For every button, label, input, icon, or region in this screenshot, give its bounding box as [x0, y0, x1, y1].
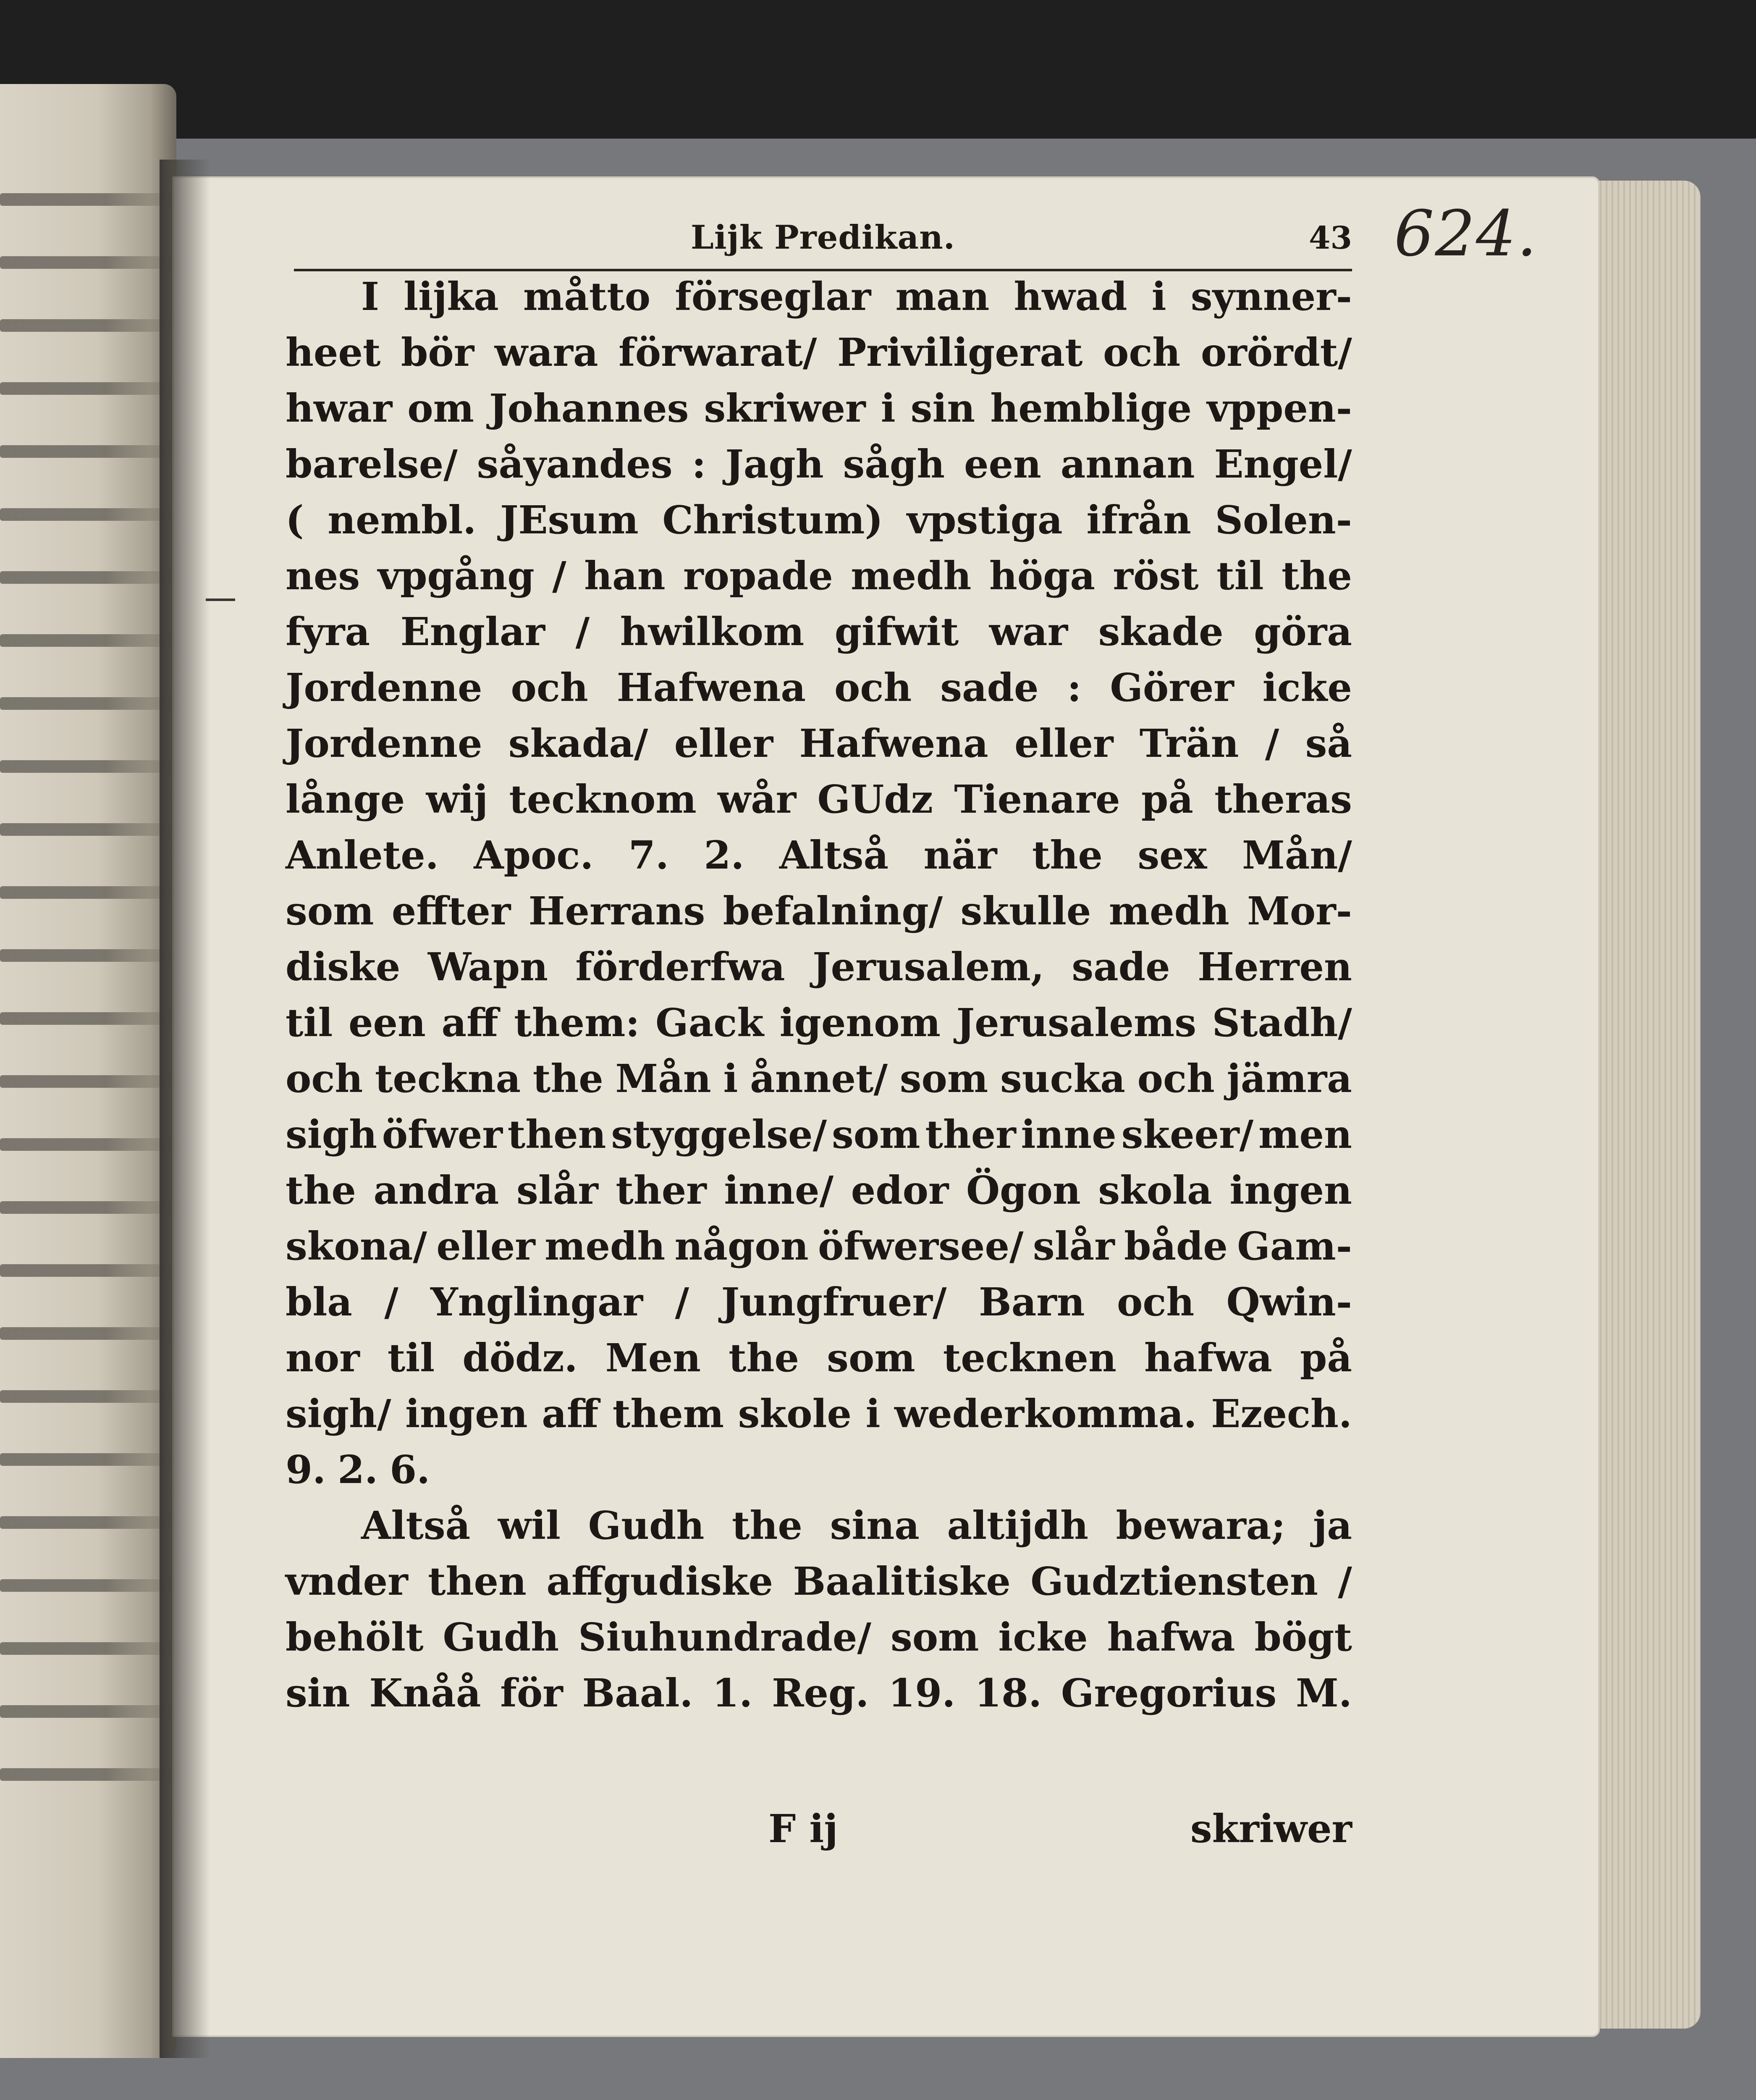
word: vppen-	[1207, 386, 1352, 431]
word: een	[964, 441, 1041, 487]
word: Apoc.	[474, 832, 594, 878]
word: tecknom	[509, 777, 697, 822]
word: ifrån	[1086, 497, 1191, 543]
left-text-fragment	[0, 697, 176, 710]
word: och	[1117, 1279, 1195, 1325]
left-text-fragment	[0, 1705, 176, 1718]
text-line	[286, 1386, 1352, 1442]
word: annan	[1060, 441, 1195, 487]
word: Reg.	[772, 1670, 869, 1716]
word: höga	[989, 553, 1096, 598]
word: Engel/	[1214, 441, 1352, 487]
word: så	[1305, 721, 1352, 766]
word: ther	[925, 1112, 1016, 1157]
word: M.	[1296, 1670, 1352, 1716]
word: then	[507, 1112, 606, 1157]
text-line	[286, 548, 1352, 604]
word: för	[500, 1670, 563, 1716]
word: 2.	[338, 1447, 378, 1492]
word: men	[1258, 1112, 1352, 1157]
word: om	[407, 386, 474, 431]
word: war	[989, 609, 1068, 654]
word: wederkomma.	[894, 1391, 1197, 1436]
handwritten-folio-number: 624.	[1394, 197, 1538, 270]
word: them:	[514, 1000, 640, 1045]
left-text-fragment	[0, 1768, 176, 1781]
word: Englar	[400, 609, 545, 654]
left-text-fragment	[0, 1579, 176, 1592]
word: icke	[998, 1614, 1088, 1660]
word: göra	[1254, 609, 1352, 654]
word: på	[1300, 1335, 1352, 1381]
word: behölt	[286, 1614, 424, 1660]
word: i	[723, 1056, 738, 1101]
word: /	[675, 1279, 689, 1325]
left-text-fragment	[0, 1642, 176, 1655]
word: skona/	[286, 1223, 427, 1269]
word: JEsum	[500, 497, 639, 543]
word: inne	[1021, 1112, 1117, 1157]
body-text	[286, 269, 1352, 1721]
word: hafwa	[1144, 1335, 1272, 1381]
word: Jordenne	[286, 665, 482, 710]
word: medh	[545, 1223, 666, 1269]
left-text-fragment	[0, 1516, 176, 1529]
word: Men	[605, 1335, 701, 1381]
word: orördt/	[1200, 330, 1352, 375]
word: 6.	[390, 1447, 430, 1492]
word: aff	[441, 1000, 498, 1045]
word: /	[1265, 721, 1279, 766]
word: hwilkom	[620, 609, 805, 654]
word: bögt	[1254, 1614, 1352, 1660]
word: vnder	[286, 1559, 408, 1604]
word: wara	[494, 330, 598, 375]
left-text-fragment	[0, 1012, 176, 1025]
word: skada/	[508, 721, 648, 766]
catchword: skriwer	[1190, 1806, 1352, 1851]
word: Jerusalems	[956, 1000, 1197, 1045]
running-head: Lijk Predikan.	[691, 218, 955, 257]
word: någon	[674, 1223, 809, 1269]
word: tecknen	[943, 1335, 1117, 1381]
word: Gam-	[1237, 1223, 1352, 1269]
text-line	[286, 381, 1352, 436]
word: skole	[738, 1391, 852, 1436]
word: som	[890, 1614, 979, 1660]
word: een	[348, 1000, 426, 1045]
word: han	[584, 553, 666, 598]
left-text-fragment	[0, 886, 176, 899]
word: teckna	[375, 1056, 521, 1101]
word: Ögon	[966, 1168, 1081, 1213]
word: /	[384, 1279, 398, 1325]
word: sex	[1137, 832, 1207, 878]
word: GUdz	[817, 777, 933, 822]
word: öfwer	[382, 1112, 503, 1157]
word: the	[1282, 553, 1352, 598]
word: Gudh	[588, 1503, 705, 1548]
word: /	[1338, 1559, 1352, 1604]
word: Knåå	[369, 1670, 481, 1716]
word: måtto	[523, 274, 651, 319]
page-footer	[286, 1806, 1352, 1856]
word: sin	[910, 386, 975, 431]
word: öfwersee/	[818, 1223, 1024, 1269]
text-line	[286, 492, 1352, 548]
word: sina	[830, 1503, 920, 1548]
word: Johannes	[489, 386, 689, 431]
word: Mån	[615, 1056, 711, 1101]
text-line	[286, 1554, 1352, 1609]
word: sigh/	[286, 1391, 391, 1436]
word: /	[575, 609, 590, 654]
word: Tienare	[954, 777, 1120, 822]
word: i	[865, 1391, 881, 1436]
text-line	[286, 1163, 1352, 1218]
word: på	[1141, 777, 1193, 822]
word: igenom	[779, 1000, 941, 1045]
word: fyra	[286, 609, 370, 654]
word: som	[832, 1112, 920, 1157]
left-text-fragment	[0, 1075, 176, 1088]
text-line	[286, 660, 1352, 716]
word: sade	[940, 665, 1039, 710]
word: /	[552, 553, 566, 598]
word: Hafwena	[616, 665, 806, 710]
word: röst	[1113, 553, 1199, 598]
word: ånnet/	[750, 1056, 888, 1101]
word: wår	[717, 777, 797, 822]
text-line	[286, 1330, 1352, 1386]
text-line	[286, 1274, 1352, 1330]
word: slår	[516, 1168, 598, 1213]
left-text-fragment	[0, 1390, 176, 1403]
word: som	[899, 1056, 988, 1101]
word: Anlete.	[286, 832, 439, 878]
word: Jerusalem,	[812, 944, 1044, 990]
word: Ezech.	[1211, 1391, 1352, 1436]
word: the	[732, 1503, 802, 1548]
word: medh	[1109, 888, 1229, 934]
gutter-shadow	[160, 160, 210, 2058]
word: 19.	[888, 1670, 956, 1716]
left-text-fragment	[0, 319, 176, 332]
word: Siuhundrade/	[578, 1614, 871, 1660]
text-line	[286, 269, 1352, 325]
word: nes	[286, 553, 360, 598]
word: wil	[498, 1503, 561, 1548]
word: hwad	[1014, 274, 1127, 319]
word: the	[532, 1056, 603, 1101]
word: (	[286, 497, 304, 543]
word: Herren	[1198, 944, 1352, 990]
left-text-fragment	[0, 634, 176, 647]
word: skriwer	[704, 386, 866, 431]
left-text-fragment	[0, 445, 176, 458]
word: wij	[426, 777, 488, 822]
word: Jordenne	[286, 721, 482, 766]
word: vpgång	[377, 553, 535, 598]
word: och	[834, 665, 912, 710]
word: i	[881, 386, 896, 431]
word: Gack	[655, 1000, 764, 1045]
word: altijdh	[947, 1503, 1088, 1548]
text-line	[286, 1218, 1352, 1274]
word: Christum)	[662, 497, 883, 543]
text-line	[286, 1609, 1352, 1665]
word: som	[827, 1335, 915, 1381]
word: skeer/	[1121, 1112, 1254, 1157]
word: jämra	[1227, 1056, 1352, 1101]
word: Trän	[1139, 721, 1239, 766]
word: diske	[286, 944, 401, 990]
word: bör	[401, 330, 474, 375]
word: nembl.	[328, 497, 477, 543]
left-text-fragment	[0, 1327, 176, 1340]
word: vpstiga	[907, 497, 1063, 543]
signature-mark: F ij	[768, 1806, 838, 1851]
word: sade	[1072, 944, 1170, 990]
word: til	[286, 1000, 333, 1045]
page-number: 43	[1309, 220, 1352, 256]
word: the	[286, 1168, 356, 1213]
word: och	[1103, 330, 1181, 375]
left-facing-page	[0, 84, 176, 2058]
word: i	[1151, 274, 1166, 319]
left-text-fragment	[0, 382, 176, 395]
word: Stadh/	[1212, 1000, 1352, 1045]
dark-background	[0, 0, 1756, 143]
left-text-fragment	[0, 760, 176, 773]
word: slår	[1033, 1223, 1115, 1269]
word: och	[286, 1056, 363, 1101]
text-line	[286, 1442, 1352, 1498]
left-text-fragment	[0, 508, 176, 521]
page-header	[294, 218, 1352, 265]
text-line	[286, 1665, 1352, 1721]
word: Gudh	[443, 1614, 559, 1660]
word: sågh	[843, 441, 945, 487]
word: the	[1032, 832, 1103, 878]
word: them	[612, 1391, 724, 1436]
text-line	[286, 325, 1352, 381]
word: ingen	[1229, 1168, 1352, 1213]
word: när	[923, 832, 997, 878]
left-text-fragment	[0, 1138, 176, 1151]
word: Baalitiske	[793, 1559, 1011, 1604]
word: Ynglingar	[430, 1279, 643, 1325]
word: Altså	[361, 1503, 471, 1548]
word: styggelse/	[611, 1112, 827, 1157]
text-line	[286, 1051, 1352, 1107]
text-line	[286, 436, 1352, 492]
word: hafwa	[1107, 1614, 1235, 1660]
word: skade	[1098, 609, 1224, 654]
margin-mark	[206, 598, 235, 601]
word: bewara;	[1116, 1503, 1286, 1548]
word: skola	[1098, 1168, 1212, 1213]
word: skulle	[960, 888, 1091, 934]
word: Wapn	[427, 944, 548, 990]
word: man	[895, 274, 990, 319]
word: långe	[286, 777, 405, 822]
word: befalning/	[723, 888, 943, 934]
word: och	[511, 665, 588, 710]
word: förwarat/	[619, 330, 817, 375]
word: bla	[286, 1279, 352, 1325]
word: såyandes	[477, 441, 673, 487]
word: edor	[851, 1168, 949, 1213]
word: ropade	[683, 553, 833, 598]
word: och	[1137, 1056, 1215, 1101]
word: sucka	[1000, 1056, 1125, 1101]
word: Qwin-	[1226, 1279, 1352, 1325]
word: barelse/	[286, 441, 458, 487]
text-line	[286, 939, 1352, 995]
left-text-fragment	[0, 1264, 176, 1277]
left-text-fragment	[0, 193, 176, 206]
word: 9.	[286, 1447, 326, 1492]
word: Altså	[779, 832, 889, 878]
text-line	[286, 827, 1352, 883]
word: förseglar	[675, 274, 871, 319]
left-text-fragment	[0, 949, 176, 962]
word: 2.	[704, 832, 744, 878]
word: heet	[286, 330, 381, 375]
word: :	[1067, 665, 1082, 710]
word: Gudztiensten	[1030, 1559, 1318, 1604]
left-page-text-fragments	[0, 193, 176, 1831]
word: Solen-	[1215, 497, 1352, 543]
word: 1.	[712, 1670, 753, 1716]
word: ther	[616, 1168, 707, 1213]
left-text-fragment	[0, 1201, 176, 1214]
word: eller	[674, 721, 773, 766]
word: som	[286, 888, 374, 934]
word: hwar	[286, 386, 393, 431]
text-line	[286, 772, 1352, 827]
word: lijka	[404, 274, 499, 319]
word: Baal.	[582, 1670, 693, 1716]
word: then	[428, 1559, 527, 1604]
word: synner-	[1190, 274, 1352, 319]
word: nor	[286, 1335, 360, 1381]
word: Barn	[978, 1279, 1085, 1325]
text-line	[286, 883, 1352, 939]
word: inne/	[724, 1168, 834, 1213]
word: förderfwa	[575, 944, 785, 990]
word: sin	[286, 1670, 350, 1716]
word: effter	[391, 888, 511, 934]
text-line	[286, 1107, 1352, 1163]
word: 18.	[975, 1670, 1042, 1716]
left-text-fragment	[0, 823, 176, 836]
word: Herrans	[528, 888, 705, 934]
word: 7.	[628, 832, 669, 878]
word: theras	[1214, 777, 1352, 822]
word: til	[387, 1335, 435, 1381]
left-text-fragment	[0, 256, 176, 269]
word: både	[1124, 1223, 1228, 1269]
word: eller	[436, 1223, 535, 1269]
word: medh	[851, 553, 972, 598]
word: til	[1216, 553, 1264, 598]
word: eller	[1014, 721, 1114, 766]
word: the	[729, 1335, 799, 1381]
word: dödz.	[462, 1335, 578, 1381]
word: Mån/	[1242, 832, 1352, 878]
word: sigh	[286, 1112, 377, 1157]
text-line	[286, 716, 1352, 772]
left-text-fragment	[0, 1453, 176, 1466]
text-line	[286, 604, 1352, 660]
word: aff	[542, 1391, 599, 1436]
word: gifwit	[834, 609, 959, 654]
word: icke	[1262, 665, 1352, 710]
text-line	[286, 995, 1352, 1051]
word: ja	[1313, 1503, 1352, 1548]
word: andra	[373, 1168, 499, 1213]
word: Mor-	[1247, 888, 1352, 934]
text-line	[286, 1498, 1352, 1554]
word: Hafwena	[799, 721, 988, 766]
word: I	[361, 274, 380, 319]
word: affgudiske	[546, 1559, 773, 1604]
word: Priviligerat	[837, 330, 1083, 375]
word: Jagh	[725, 441, 824, 487]
left-text-fragment	[0, 571, 176, 584]
word: Görer	[1110, 665, 1234, 710]
word: :	[692, 441, 706, 487]
word: ingen	[405, 1391, 528, 1436]
word: Jungfruer/	[721, 1279, 947, 1325]
word: hemblige	[990, 386, 1192, 431]
word: Gregorius	[1061, 1670, 1277, 1716]
